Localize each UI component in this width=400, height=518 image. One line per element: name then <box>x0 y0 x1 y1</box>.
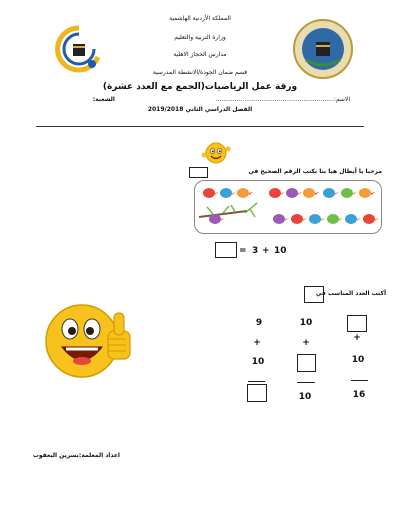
bird-icon <box>359 188 375 198</box>
col2-line <box>297 382 315 383</box>
col1-answer-box[interactable] <box>247 384 267 402</box>
bird-icon <box>291 214 307 224</box>
header-line-1: المملكة الأردنية الهاشمية <box>169 15 231 22</box>
col1-line <box>248 381 265 382</box>
answer-box-sum[interactable] <box>215 242 237 258</box>
col3-line <box>351 380 368 381</box>
bird-icon <box>209 214 225 224</box>
col2-result: 10 <box>298 392 312 402</box>
col2-op: + <box>302 338 310 348</box>
col2-top: 10 <box>299 318 313 328</box>
birds-panel <box>194 180 382 234</box>
bird-icon <box>345 214 361 224</box>
plus-sign: + <box>262 246 270 256</box>
bird-icon <box>273 214 289 224</box>
addend-b: 10 <box>274 246 287 256</box>
school-logo-left <box>54 24 104 74</box>
col1-top: 9 <box>255 318 263 328</box>
teacher-credit: اعداد المعلمة:نسرين اليعقوب <box>32 452 120 459</box>
col3-result: 16 <box>352 390 366 400</box>
thumbs-up-emoji-icon <box>40 295 140 385</box>
col2-answer-box[interactable] <box>297 354 316 372</box>
bird-icon <box>220 188 236 198</box>
addend-a: 3 <box>252 246 259 256</box>
worksheet-title: ورقة عمل الرياضيات(الجمع مع العدد عشرة) <box>102 82 298 92</box>
q1-instruction: مرحبا يا أبطال هيا بنا نكتب الرقم الصحيح في <box>248 168 382 175</box>
col1-op: + <box>253 338 261 348</box>
q2-instruction: أكتب العدد المناسب في <box>315 290 386 297</box>
col3-mid: 10 <box>351 355 365 365</box>
header-divider <box>36 126 364 127</box>
bird-icon <box>309 214 325 224</box>
bird-icon <box>237 188 253 198</box>
bird-icon <box>203 188 219 198</box>
bird-icon <box>341 188 357 198</box>
school-logo-right <box>292 18 354 80</box>
section-label: الشعبة: <box>92 96 115 103</box>
smiley-small-icon <box>200 140 232 166</box>
answer-box-instruction[interactable] <box>189 167 208 178</box>
header-line-3: مدارس الحجاز الاهلية <box>173 51 227 58</box>
header-line-4: قسم ضمان الجودة/الانشطة المدرسية <box>152 69 248 76</box>
bird-icon <box>269 188 285 198</box>
bird-icon <box>323 188 339 198</box>
name-field[interactable]: الاسم:.............................................................. <box>215 96 350 103</box>
col3-answer-box[interactable] <box>347 315 367 332</box>
bird-icon <box>303 188 319 198</box>
bird-icon <box>286 188 302 198</box>
bird-icon <box>363 214 379 224</box>
equals-sign: = <box>239 246 247 256</box>
header-line-2: وزارة التربية والتعليم <box>174 34 226 41</box>
bird-icon <box>327 214 343 224</box>
term-label: الفصل الدراسي الثاني 2019/2018 <box>147 106 253 113</box>
col1-mid: 10 <box>251 357 265 367</box>
col3-op: + <box>353 333 361 343</box>
